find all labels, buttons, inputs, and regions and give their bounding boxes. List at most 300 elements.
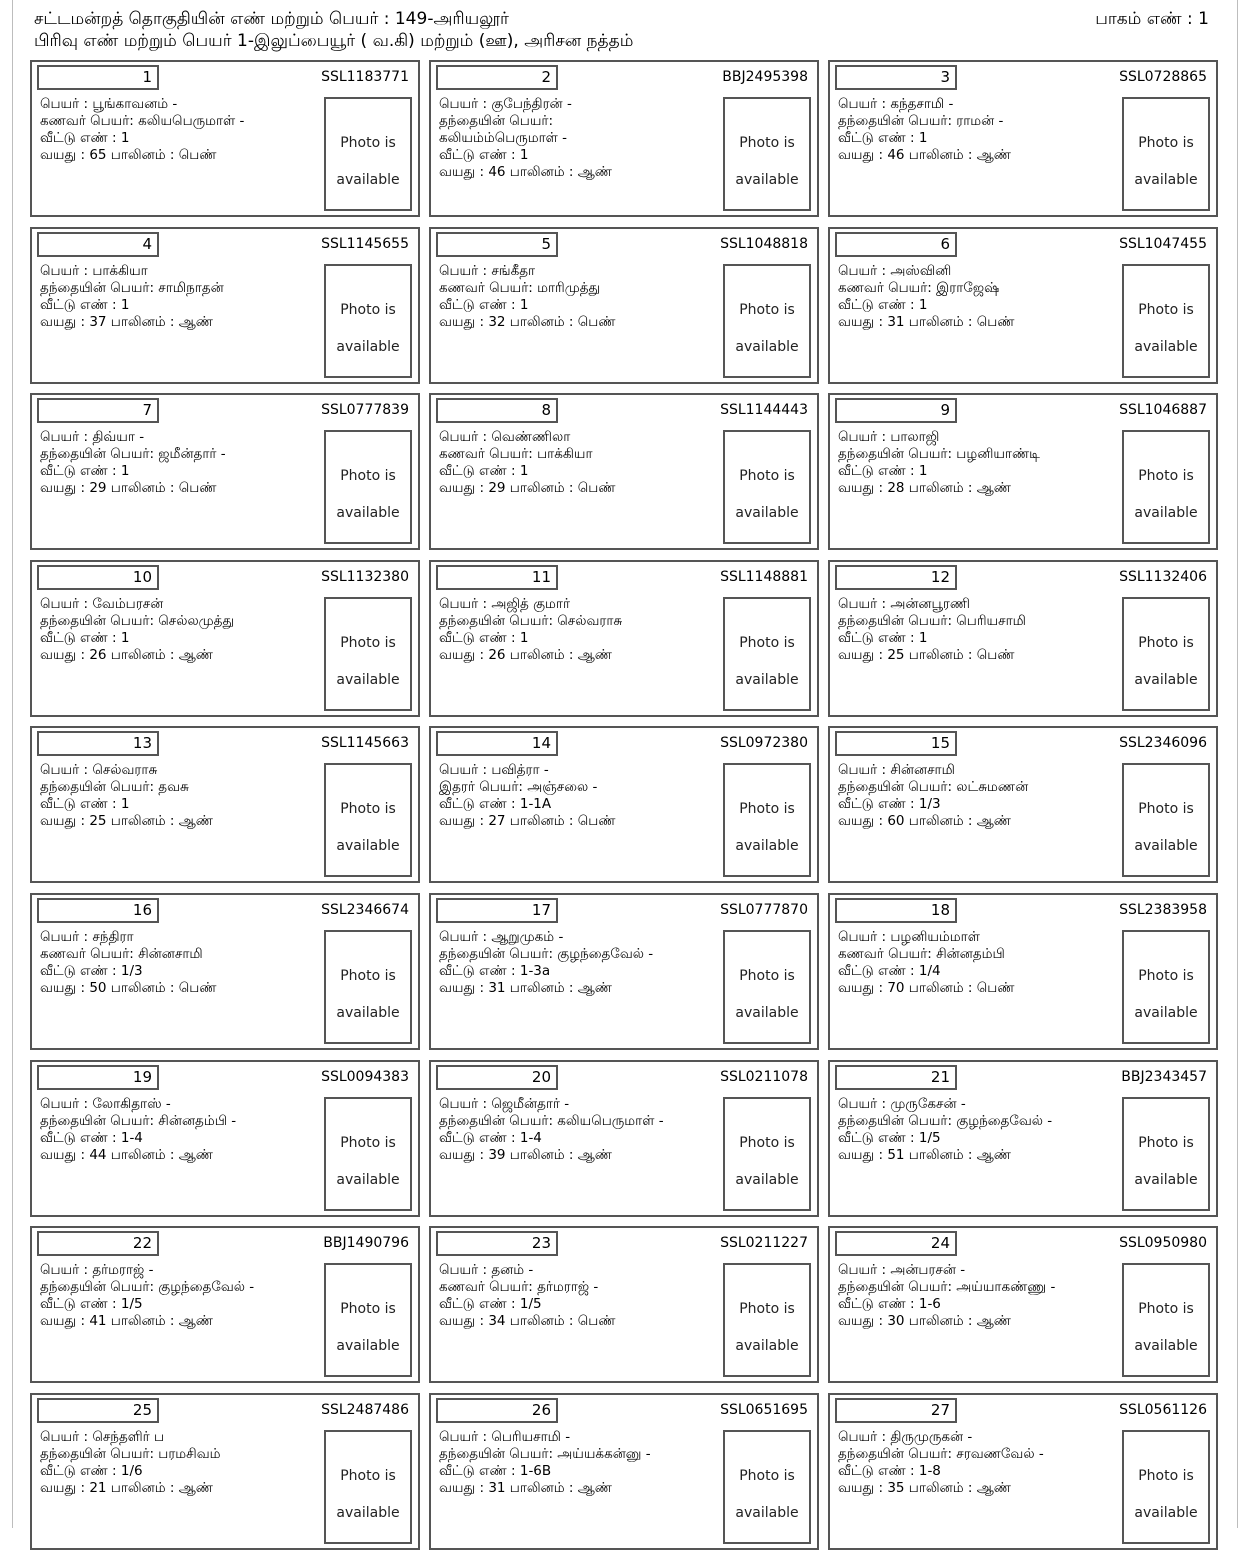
house-number: வீட்டு எண் : 1 <box>40 796 130 812</box>
photo-placeholder <box>1122 264 1210 378</box>
photo-placeholder <box>1122 430 1210 544</box>
house-number: வீட்டு எண் : 1/3 <box>40 963 143 979</box>
house-number: வீட்டு எண் : 1-3a <box>439 963 551 979</box>
age-gender: வயது : 21 பாலினம் : ஆண் <box>40 1480 213 1496</box>
age-gender: வயது : 46 பாலினம் : ஆண் <box>838 147 1011 163</box>
voter-details <box>838 263 1118 331</box>
photo-label-line1: Photo is <box>340 1301 396 1317</box>
photo-label-line1: Photo is <box>340 468 396 484</box>
serial-number: 14 <box>436 731 558 756</box>
photo-label-line1: Photo is <box>1138 135 1194 151</box>
photo-label-line2: available <box>336 1005 400 1021</box>
house-number: வீட்டு எண் : 1/3 <box>838 796 941 812</box>
epic-id: SSL0211078 <box>720 1069 808 1085</box>
age-gender: வயது : 28 பாலினம் : ஆண் <box>838 480 1011 496</box>
age-gender: வயது : 46 பாலினம் : ஆண் <box>439 164 612 180</box>
voter-details <box>40 762 320 830</box>
photo-label-line1: Photo is <box>1138 635 1194 651</box>
relation-name: தந்தையின் பெயர்: செல்வராசு <box>439 613 623 629</box>
photo-label-line2: available <box>1134 1172 1198 1188</box>
photo-placeholder <box>1122 1097 1210 1211</box>
photo-label-line1: Photo is <box>1138 302 1194 318</box>
relation-name: தந்தையின் பெயர்: அய்யக்கன்னு - <box>439 1446 651 1462</box>
epic-id: SSL0094383 <box>321 1069 409 1085</box>
epic-id: BBJ2495398 <box>722 69 808 85</box>
serial-number: 15 <box>835 731 957 756</box>
epic-id: BBJ1490796 <box>323 1235 409 1251</box>
voter-details <box>838 1096 1118 1164</box>
photo-label-line2: available <box>735 1005 799 1021</box>
epic-id: SSL2346674 <box>321 902 409 918</box>
voter-card <box>429 726 819 883</box>
age-gender: வயது : 25 பாலினம் : பெண் <box>838 647 1015 663</box>
voter-name: பெயர் : அன்பரசன் - <box>838 1262 966 1278</box>
photo-placeholder <box>324 930 412 1044</box>
voter-details <box>439 1429 719 1497</box>
serial-number: 4 <box>37 232 159 257</box>
photo-label-line1: Photo is <box>739 1468 795 1484</box>
age-gender: வயது : 44 பாலினம் : ஆண் <box>40 1147 213 1163</box>
house-number: வீட்டு எண் : 1/6 <box>40 1463 143 1479</box>
photo-placeholder <box>1122 763 1210 877</box>
serial-number: 21 <box>835 1065 957 1090</box>
serial-number: 9 <box>835 398 957 423</box>
voter-name: பெயர் : பெரியசாமி - <box>439 1429 571 1445</box>
voter-details <box>838 1262 1118 1330</box>
serial-number: 19 <box>37 1065 159 1090</box>
photo-label-line2: available <box>336 672 400 688</box>
epic-id: BBJ2343457 <box>1121 1069 1207 1085</box>
serial-number: 17 <box>436 898 558 923</box>
epic-id: SSL1048818 <box>720 236 808 252</box>
photo-placeholder <box>723 264 811 378</box>
photo-placeholder <box>1122 930 1210 1044</box>
photo-placeholder <box>723 1097 811 1211</box>
house-number: வீட்டு எண் : 1-8 <box>838 1463 941 1479</box>
photo-label-line2: available <box>336 505 400 521</box>
serial-number: 3 <box>835 65 957 90</box>
voter-card <box>30 726 420 883</box>
voter-details <box>838 96 1118 164</box>
age-gender: வயது : 50 பாலினம் : பெண் <box>40 980 217 996</box>
section-title: பிரிவு எண் மற்றும் பெயர் 1-இலுப்பையூர் ( வ.கி) மற்றும் (ஊ), அரிசன நத்தம் <box>34 31 634 51</box>
relation-name: தந்தையின் பெயர்: குழந்தைவேல் - <box>838 1113 1053 1129</box>
serial-number: 2 <box>436 65 558 90</box>
photo-label-line1: Photo is <box>739 1301 795 1317</box>
voter-details <box>40 263 320 331</box>
voter-details <box>838 429 1118 497</box>
age-gender: வயது : 35 பாலினம் : ஆண் <box>838 1480 1011 1496</box>
voter-name: பெயர் : தர்மராஜ் - <box>40 1262 154 1278</box>
relation-name: தந்தையின் பெயர்: குழந்தைவேல் - <box>40 1279 255 1295</box>
photo-placeholder <box>324 430 412 544</box>
epic-id: SSL0777839 <box>321 402 409 418</box>
voter-details <box>40 1262 320 1330</box>
voter-card <box>30 1226 420 1383</box>
voter-details <box>838 929 1118 997</box>
serial-number: 7 <box>37 398 159 423</box>
voter-card <box>429 1060 819 1217</box>
photo-label-line1: Photo is <box>1138 801 1194 817</box>
voter-details <box>439 596 719 664</box>
photo-label-line1: Photo is <box>739 801 795 817</box>
photo-placeholder <box>324 264 412 378</box>
photo-placeholder <box>723 97 811 211</box>
relation-name: கணவர் பெயர்: கலியபெருமாள் - <box>40 113 245 129</box>
relation-name: தந்தையின் பெயர்: ஜமீன்தார் - <box>40 446 226 462</box>
epic-id: SSL0211227 <box>720 1235 808 1251</box>
voter-details <box>439 1262 719 1330</box>
epic-id: SSL0972380 <box>720 735 808 751</box>
house-number: வீட்டு எண் : 1 <box>838 463 928 479</box>
voter-name: பெயர் : ஜெமீன்தார் - <box>439 1096 570 1112</box>
epic-id: SSL1047455 <box>1119 236 1207 252</box>
photo-label-line1: Photo is <box>1138 1468 1194 1484</box>
age-gender: வயது : 51 பாலினம் : ஆண் <box>838 1147 1011 1163</box>
voter-card <box>429 560 819 717</box>
house-number: வீட்டு எண் : 1-6 <box>838 1296 941 1312</box>
house-number: வீட்டு எண் : 1/5 <box>439 1296 542 1312</box>
photo-label-line1: Photo is <box>739 635 795 651</box>
serial-number: 1 <box>37 65 159 90</box>
photo-label-line2: available <box>336 1172 400 1188</box>
age-gender: வயது : 25 பாலினம் : ஆண் <box>40 813 213 829</box>
epic-id: SSL2487486 <box>321 1402 409 1418</box>
voter-name: பெயர் : செந்தளிர் ப <box>40 1429 165 1445</box>
photo-placeholder <box>324 97 412 211</box>
serial-number: 27 <box>835 1398 957 1423</box>
photo-label-line1: Photo is <box>739 135 795 151</box>
voter-name: பெயர் : சங்கீதா <box>439 263 536 279</box>
epic-id: SSL2346096 <box>1119 735 1207 751</box>
photo-label-line1: Photo is <box>340 1135 396 1151</box>
house-number: வீட்டு எண் : 1-6B <box>439 1463 552 1479</box>
photo-label-line2: available <box>1134 339 1198 355</box>
voter-name: பெயர் : பவித்ரா - <box>439 762 549 778</box>
photo-label-line1: Photo is <box>340 635 396 651</box>
photo-label-line2: available <box>1134 672 1198 688</box>
house-number: வீட்டு எண் : 1 <box>838 130 928 146</box>
photo-placeholder <box>723 1263 811 1377</box>
voter-name: பெயர் : அன்னபூரணி <box>838 596 970 612</box>
epic-id: SSL2383958 <box>1119 902 1207 918</box>
age-gender: வயது : 30 பாலினம் : ஆண் <box>838 1313 1011 1329</box>
voter-name: பெயர் : வெண்ணிலா <box>439 429 571 445</box>
voter-name: பெயர் : தனம் - <box>439 1262 534 1278</box>
voter-card <box>429 227 819 384</box>
photo-label-line2: available <box>336 1338 400 1354</box>
photo-placeholder <box>324 763 412 877</box>
photo-placeholder <box>1122 1263 1210 1377</box>
age-gender: வயது : 32 பாலினம் : பெண் <box>439 314 616 330</box>
voter-name: பெயர் : ஆறுமுகம் - <box>439 929 564 945</box>
voter-name: பெயர் : செல்வராசு <box>40 762 158 778</box>
epic-id: SSL1148881 <box>720 569 808 585</box>
voter-name: பெயர் : சின்னசாமி <box>838 762 955 778</box>
age-gender: வயது : 34 பாலினம் : பெண் <box>439 1313 616 1329</box>
voter-details <box>838 1429 1118 1497</box>
epic-id: SSL0651695 <box>720 1402 808 1418</box>
relation-name-continued: கலியம்ம்பெருமாள் - <box>439 130 568 146</box>
voter-card <box>828 227 1218 384</box>
age-gender: வயது : 31 பாலினம் : ஆண் <box>439 1480 612 1496</box>
voter-details <box>40 929 320 997</box>
voter-card <box>828 393 1218 550</box>
voter-details <box>838 762 1118 830</box>
age-gender: வயது : 70 பாலினம் : பெண் <box>838 980 1015 996</box>
voter-name: பெயர் : கந்தசாமி - <box>838 96 954 112</box>
relation-name: கணவர் பெயர்: சின்னசாமி <box>40 946 203 962</box>
voter-name: பெயர் : பாக்கியா <box>40 263 148 279</box>
photo-placeholder <box>723 763 811 877</box>
photo-label-line2: available <box>1134 838 1198 854</box>
age-gender: வயது : 41 பாலினம் : ஆண் <box>40 1313 213 1329</box>
voter-name: பெயர் : பூங்காவனம் - <box>40 96 178 112</box>
serial-number: 8 <box>436 398 558 423</box>
house-number: வீட்டு எண் : 1/4 <box>838 963 941 979</box>
epic-id: SSL1132406 <box>1119 569 1207 585</box>
serial-number: 11 <box>436 565 558 590</box>
voter-card <box>828 726 1218 883</box>
photo-label-line1: Photo is <box>1138 1135 1194 1151</box>
voter-name: பெயர் : அஜித் குமார் <box>439 596 571 612</box>
serial-number: 25 <box>37 1398 159 1423</box>
voter-details <box>838 596 1118 664</box>
voter-details <box>40 96 320 164</box>
house-number: வீட்டு எண் : 1 <box>40 463 130 479</box>
voter-name: பெயர் : திருமுருகன் - <box>838 1429 973 1445</box>
voter-card <box>30 893 420 1050</box>
epic-id: SSL1183771 <box>321 69 409 85</box>
relation-name: தந்தையின் பெயர்: சாமிநாதன் <box>40 280 224 296</box>
epic-id: SSL0777870 <box>720 902 808 918</box>
age-gender: வயது : 31 பாலினம் : பெண் <box>838 314 1015 330</box>
photo-placeholder <box>723 430 811 544</box>
epic-id: SSL0728865 <box>1119 69 1207 85</box>
photo-label-line1: Photo is <box>340 302 396 318</box>
photo-label-line1: Photo is <box>340 135 396 151</box>
house-number: வீட்டு எண் : 1-4 <box>439 1130 542 1146</box>
photo-label-line2: available <box>1134 1505 1198 1521</box>
photo-label-line2: available <box>735 1172 799 1188</box>
voter-card <box>828 1393 1218 1550</box>
photo-label-line2: available <box>735 1338 799 1354</box>
age-gender: வயது : 27 பாலினம் : பெண் <box>439 813 616 829</box>
epic-id: SSL0561126 <box>1119 1402 1207 1418</box>
photo-placeholder <box>1122 597 1210 711</box>
age-gender: வயது : 29 பாலினம் : பெண் <box>439 480 616 496</box>
serial-number: 6 <box>835 232 957 257</box>
photo-label-line1: Photo is <box>739 1135 795 1151</box>
age-gender: வயது : 29 பாலினம் : பெண் <box>40 480 217 496</box>
relation-name: தந்தையின் பெயர்: செல்லமுத்து <box>40 613 235 629</box>
house-number: வீட்டு எண் : 1/5 <box>838 1130 941 1146</box>
house-number: வீட்டு எண் : 1-4 <box>40 1130 143 1146</box>
photo-label-line1: Photo is <box>739 968 795 984</box>
relation-name: தந்தையின் பெயர்: <box>439 113 553 129</box>
relation-name: கணவர் பெயர்: பாக்கியா <box>439 446 593 462</box>
voter-details <box>40 1429 320 1497</box>
voter-details <box>439 762 719 830</box>
relation-name: கணவர் பெயர்: சின்னதம்பி <box>838 946 1005 962</box>
photo-label-line2: available <box>336 339 400 355</box>
serial-number: 10 <box>37 565 159 590</box>
house-number: வீட்டு எண் : 1 <box>838 630 928 646</box>
photo-label-line2: available <box>735 1505 799 1521</box>
voter-details <box>439 96 719 181</box>
photo-label-line2: available <box>336 1505 400 1521</box>
photo-label-line2: available <box>1134 505 1198 521</box>
photo-label-line1: Photo is <box>340 968 396 984</box>
voter-name: பெயர் : அஸ்வினி <box>838 263 952 279</box>
voter-card <box>429 393 819 550</box>
photo-placeholder <box>324 597 412 711</box>
serial-number: 13 <box>37 731 159 756</box>
age-gender: வயது : 26 பாலினம் : ஆண் <box>439 647 612 663</box>
epic-id: SSL1145655 <box>321 236 409 252</box>
voter-card <box>429 1393 819 1550</box>
relation-name: கணவர் பெயர்: தர்மராஜ் - <box>439 1279 599 1295</box>
voter-card <box>429 893 819 1050</box>
voter-card <box>30 1060 420 1217</box>
photo-label-line1: Photo is <box>340 1468 396 1484</box>
photo-label-line2: available <box>336 838 400 854</box>
voter-details <box>439 1096 719 1164</box>
house-number: வீட்டு எண் : 1 <box>40 297 130 313</box>
photo-placeholder <box>723 930 811 1044</box>
age-gender: வயது : 60 பாலினம் : ஆண் <box>838 813 1011 829</box>
photo-label-line2: available <box>735 339 799 355</box>
photo-placeholder <box>1122 1430 1210 1544</box>
serial-number: 16 <box>37 898 159 923</box>
photo-placeholder <box>324 1263 412 1377</box>
photo-label-line1: Photo is <box>1138 1301 1194 1317</box>
epic-id: SSL0950980 <box>1119 1235 1207 1251</box>
photo-label-line1: Photo is <box>340 801 396 817</box>
photo-label-line2: available <box>1134 172 1198 188</box>
house-number: வீட்டு எண் : 1 <box>439 147 529 163</box>
epic-id: SSL1132380 <box>321 569 409 585</box>
photo-label-line2: available <box>735 672 799 688</box>
voter-card <box>828 893 1218 1050</box>
voter-name: பெயர் : பாலாஜி <box>838 429 940 445</box>
relation-name: தந்தையின் பெயர்: ராமன் - <box>838 113 1004 129</box>
relation-name: தந்தையின் பெயர்: அய்யாகண்ணு - <box>838 1279 1056 1295</box>
relation-name: தந்தையின் பெயர்: சின்னதம்பி - <box>40 1113 237 1129</box>
house-number: வீட்டு எண் : 1/5 <box>40 1296 143 1312</box>
serial-number: 23 <box>436 1231 558 1256</box>
age-gender: வயது : 31 பாலினம் : ஆண் <box>439 980 612 996</box>
house-number: வீட்டு எண் : 1 <box>40 130 130 146</box>
epic-id: SSL1144443 <box>720 402 808 418</box>
house-number: வீட்டு எண் : 1 <box>40 630 130 646</box>
voter-card <box>429 60 819 217</box>
epic-id: SSL1145663 <box>321 735 409 751</box>
house-number: வீட்டு எண் : 1 <box>838 297 928 313</box>
relation-name: கணவர் பெயர்: மாரிமுத்து <box>439 280 601 296</box>
voter-details <box>40 596 320 664</box>
house-number: வீட்டு எண் : 1-1A <box>439 796 552 812</box>
photo-placeholder <box>324 1097 412 1211</box>
relation-name: தந்தையின் பெயர்: சரவணவேல் - <box>838 1446 1044 1462</box>
relation-name: தந்தையின் பெயர்: கலியபெருமாள் - <box>439 1113 664 1129</box>
relation-name: கணவர் பெயர்: இராஜேஷ் <box>838 280 1000 296</box>
relation-name: தந்தையின் பெயர்: குழந்தைவேல் - <box>439 946 654 962</box>
house-number: வீட்டு எண் : 1 <box>439 463 529 479</box>
serial-number: 20 <box>436 1065 558 1090</box>
voter-card <box>828 60 1218 217</box>
voter-card <box>30 393 420 550</box>
voter-card <box>828 560 1218 717</box>
voter-name: பெயர் : வேம்பரசன் <box>40 596 164 612</box>
voter-name: பெயர் : திவ்யா - <box>40 429 145 445</box>
epic-id: SSL1046887 <box>1119 402 1207 418</box>
relation-name: இதரர் பெயர்: அஞ்சலை - <box>439 779 598 795</box>
voter-card <box>30 560 420 717</box>
photo-label-line1: Photo is <box>1138 468 1194 484</box>
photo-label-line1: Photo is <box>739 302 795 318</box>
part-number: பாகம் எண் : 1 <box>1095 9 1209 29</box>
photo-label-line1: Photo is <box>1138 968 1194 984</box>
serial-number: 18 <box>835 898 957 923</box>
relation-name: தந்தையின் பெயர்: பரமசிவம் <box>40 1446 221 1462</box>
voter-name: பெயர் : சந்திரா <box>40 929 134 945</box>
photo-placeholder <box>1122 97 1210 211</box>
voter-card <box>828 1060 1218 1217</box>
voter-name: பெயர் : முருகேசன் - <box>838 1096 966 1112</box>
photo-placeholder <box>324 1430 412 1544</box>
voter-card <box>30 60 420 217</box>
voter-card <box>429 1226 819 1383</box>
relation-name: தந்தையின் பெயர்: பெரியசாமி <box>838 613 1026 629</box>
voter-details <box>439 929 719 997</box>
voter-name: பெயர் : லோகிதாஸ் - <box>40 1096 171 1112</box>
age-gender: வயது : 39 பாலினம் : ஆண் <box>439 1147 612 1163</box>
age-gender: வயது : 26 பாலினம் : ஆண் <box>40 647 213 663</box>
age-gender: வயது : 65 பாலினம் : பெண் <box>40 147 217 163</box>
house-number: வீட்டு எண் : 1 <box>439 630 529 646</box>
relation-name: தந்தையின் பெயர்: பழனியாண்டி <box>838 446 1040 462</box>
photo-label-line2: available <box>1134 1005 1198 1021</box>
voter-details <box>439 263 719 331</box>
serial-number: 22 <box>37 1231 159 1256</box>
voter-card <box>828 1226 1218 1383</box>
photo-label-line2: available <box>735 838 799 854</box>
relation-name: தந்தையின் பெயர்: தவசு <box>40 779 189 795</box>
voter-details <box>40 429 320 497</box>
photo-placeholder <box>723 1430 811 1544</box>
serial-number: 12 <box>835 565 957 590</box>
photo-label-line2: available <box>1134 1338 1198 1354</box>
voter-card <box>30 227 420 384</box>
photo-label-line2: available <box>336 172 400 188</box>
relation-name: தந்தையின் பெயர்: லட்சுமணன் <box>838 779 1029 795</box>
photo-placeholder <box>723 597 811 711</box>
voter-card <box>30 1393 420 1550</box>
serial-number: 5 <box>436 232 558 257</box>
photo-label-line2: available <box>735 172 799 188</box>
serial-number: 24 <box>835 1231 957 1256</box>
photo-label-line2: available <box>735 505 799 521</box>
voter-details <box>40 1096 320 1164</box>
age-gender: வயது : 37 பாலினம் : ஆண் <box>40 314 213 330</box>
photo-label-line1: Photo is <box>739 468 795 484</box>
serial-number: 26 <box>436 1398 558 1423</box>
constituency-title: சட்டமன்றத் தொகுதியின் எண் மற்றும் பெயர் : 149-அரியலூர் <box>34 9 509 29</box>
voter-details <box>439 429 719 497</box>
voter-name: பெயர் : பழனியம்மாள் <box>838 929 980 945</box>
voter-name: பெயர் : குபேந்திரன் - <box>439 96 572 112</box>
